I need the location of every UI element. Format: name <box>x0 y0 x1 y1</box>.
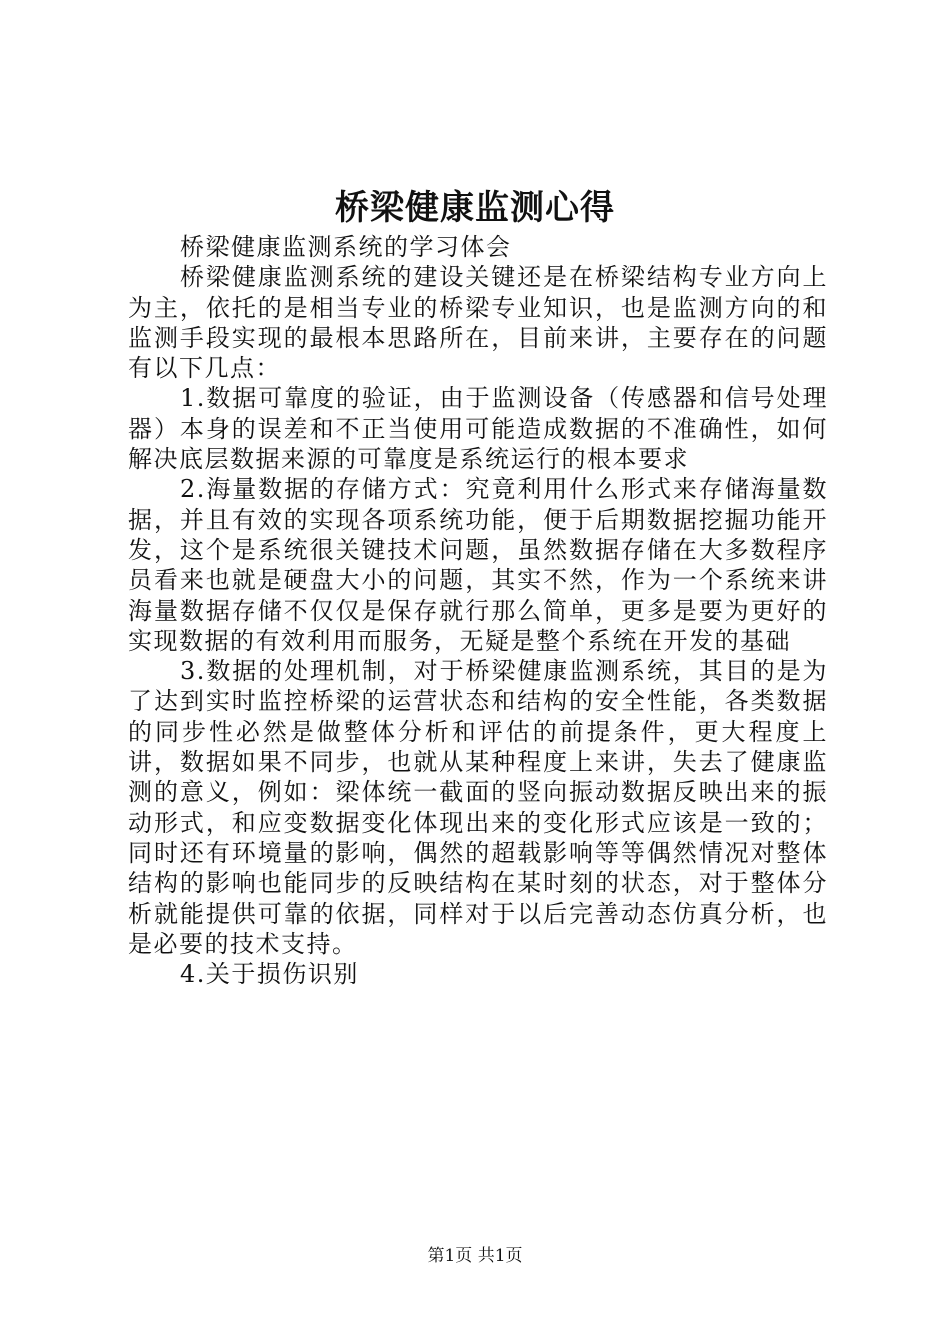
paragraph-intro: 桥梁健康监测系统的建设关键还是在桥梁结构专业方向上为主，依托的是相当专业的桥梁专业知识，也是监测方向的和监测手段实现的最根本思路所在，目前来讲，主要存在的问题有以下几点： <box>128 263 828 383</box>
document-body <box>128 232 828 989</box>
paragraph-point-4: 4.关于损伤识别 <box>180 960 359 989</box>
paragraph-point-3: 3.数据的处理机制，对于桥梁健康监测系统，其目的是为了达到实时监控桥梁的运营状态和结构的安全性能，各类数据的同步性必然是做整体分析和评估的前提条件，更大程度上讲，数据如果不同步，也就从某种程度上来讲，失去了健康监测的意义，例如：梁体统一截面的竖向振动数据反映出来的振动形式，和应变数据变化体现出来的变化形式应该是一致的；同时还有环境量的影响，偶然的超载影响等等偶然情况对整体结构的影响也能同步的反映结构在某时刻的状态，对于整体分析就能提供可靠的依据，同样对于以后完善动态仿真分析，也是必要的技术支持。 <box>128 657 828 958</box>
document-title: 桥梁健康监测心得 <box>335 188 615 228</box>
paragraph-subtitle: 桥梁健康监测系统的学习体会 <box>180 233 512 261</box>
paragraph-point-2: 2.海量数据的存储方式：究竟利用什么形式来存储海量数据，并且有效的实现各项系统功能，便于后期数据挖掘功能开发，这个是系统很关键技术问题，虽然数据存储在大多数程序员看来也就是硬盘大小的问题，其实不然，作为一个系统来讲海量数据存储不仅仅是保存就行那么简单，更多是要为更好的实现数据的有效利用而服务，无疑是整个系统在开发的基础 <box>128 475 828 655</box>
page-footer: 第1页 共1页 <box>427 1246 523 1266</box>
paragraph-point-1: 1.数据可靠度的验证，由于监测设备（传感器和信号处理器）本身的误差和不正当使用可能造成数据的不准确性，如何解决底层数据来源的可靠度是系统运行的根本要求 <box>128 384 828 474</box>
